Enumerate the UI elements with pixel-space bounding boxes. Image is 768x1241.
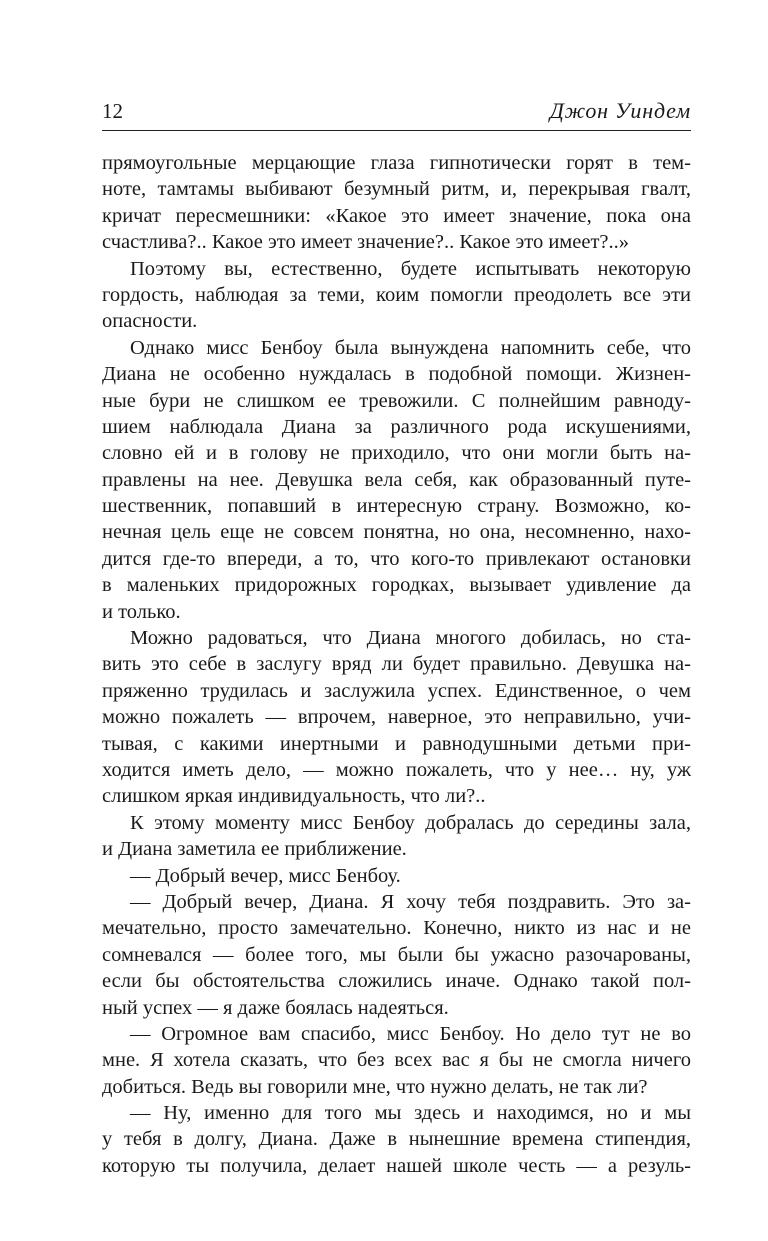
text-line: пряженно трудилась и заслужила успех. Единственное, о чем <box>102 679 691 702</box>
text-line: — Огромное вам спасибо, мисс Бенбоу. Но дело тут не во <box>130 1022 691 1045</box>
text-line: К этому моменту мисс Бенбоу добралась до середины зала, <box>130 811 691 834</box>
text-line: мне. Я хотела сказать, что без всех вас я бы не смогла ничего <box>102 1049 691 1072</box>
text-line: сомневался — более того, мы были бы ужасно разочарованы, <box>102 943 691 966</box>
text-line: в маленьких придорожных городках, вызывает удивление да <box>102 574 691 597</box>
text-line: нечная цель еще не совсем понятна, но она, несомненно, нахо- <box>102 521 691 544</box>
text-line: слишком яркая индивидуальность, что ли?.. <box>102 785 486 808</box>
text-line: у тебя в долгу, Диана. Даже в нынешние времена стипендия, <box>102 1128 691 1151</box>
text-line: счастлива?.. Какое это имеет значение?.. Какое это имеет?..» <box>102 231 630 254</box>
page-number: 12 <box>102 99 123 123</box>
text-line: добиться. Ведь вы говорили мне, что нужно делать, не так ли? <box>102 1075 648 1098</box>
text-line: можно пожалеть — впрочем, наверное, это неправильно, учи- <box>102 706 691 729</box>
text-line: шием наблюдала Диана за различного рода искушениями, <box>102 415 691 438</box>
text-line: ный успех — я даже боялась надеяться. <box>102 996 449 1019</box>
text-line: опасности. <box>102 310 198 333</box>
text-line: Можно радоваться, что Диана многого добилась, но ста- <box>130 627 691 650</box>
text-line: — Добрый вечер, Диана. Я хочу тебя поздравить. Это за- <box>130 890 691 913</box>
text-line: — Ну, именно для того мы здесь и находимся, но и мы <box>130 1102 691 1125</box>
running-title: Джон Уиндем <box>549 98 691 123</box>
text-line: вить это себе в заслугу вряд ли будет правильно. Девушка на- <box>102 653 691 676</box>
text-line: ноте, тамтамы выбивают безумный ритм, и, перекрывая гвалт, <box>102 178 691 201</box>
text-line: тывая, с какими инертными и равнодушными детьми при- <box>102 732 691 755</box>
body-text <box>102 150 691 1179</box>
text-line: Диана не особенно нуждалась в подобной помощи. Жизнен- <box>102 363 691 386</box>
page-header <box>102 96 691 131</box>
text-line: и Диана заметила ее приближение. <box>102 838 407 861</box>
text-line: прямоугольные мерцающие глаза гипнотически горят в тем- <box>102 152 691 174</box>
text-line: словно ей и в голову не приходило, что они могли быть на- <box>102 442 691 465</box>
text-line: правлены на нее. Девушка вела себя, как образованный путе- <box>102 468 691 491</box>
text-line: ходится иметь дело, — можно пожалеть, что у нее… ну, уж <box>102 758 691 781</box>
text-line: и только. <box>102 600 181 623</box>
text-line: дится где-то впереди, а то, что кого-то привлекают остановки <box>102 547 691 570</box>
text-line: Поэтому вы, естественно, будете испытывать некоторую <box>130 257 691 280</box>
text-line: которую ты получила, делает нашей школе честь — а резуль- <box>102 1154 691 1177</box>
text-line: ные бури не слишком ее тревожили. С полнейшим равноду- <box>102 389 691 412</box>
text-line: — Добрый вечер, мисс Бенбоу. <box>130 864 401 887</box>
text-line: шественник, попавший в интересную страну. Возможно, ко- <box>102 495 691 518</box>
text-line: гордость, наблюдая за теми, коим помогли преодолеть все эти <box>102 283 691 306</box>
text-line: кричат пересмешники: «Какое это имеет значение, пока она <box>102 204 691 227</box>
text-line: если бы обстоятельства сложились иначе. Однако такой пол- <box>102 970 691 993</box>
text-line: мечательно, просто замечательно. Конечно, никто из нас и не <box>102 917 691 940</box>
text-line: Однако мисс Бенбоу была вынуждена напомнить себе, что <box>130 336 691 359</box>
